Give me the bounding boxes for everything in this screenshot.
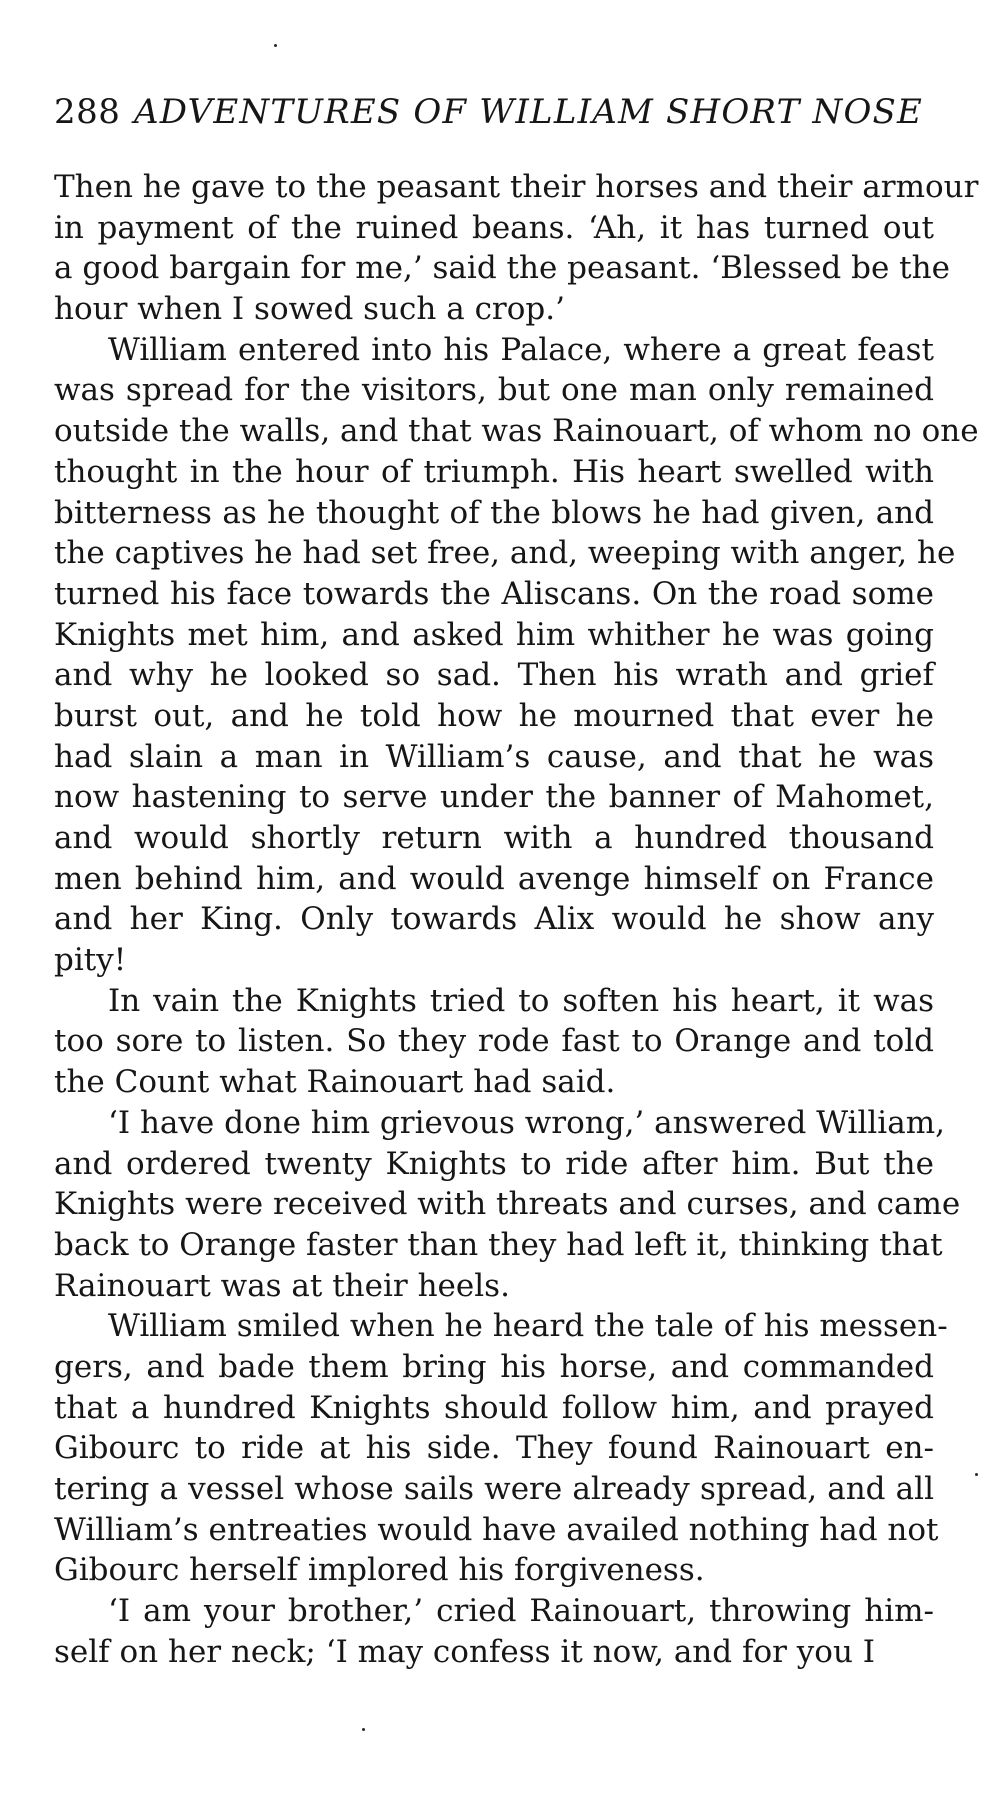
page-number: 288	[54, 92, 121, 132]
text-line: and ordered twenty Knights to ride after him. But the	[54, 1145, 934, 1182]
text-line: turned his face towards the Aliscans. On the road some	[54, 575, 934, 612]
text-line: ‘I am your brother,’ cried Rainouart, throwing him-	[108, 1593, 934, 1630]
text-line: hour when I sowed such a crop.’	[54, 291, 565, 328]
text-line: pity!	[54, 942, 127, 979]
page-header	[54, 86, 934, 138]
text-line: William’s entreaties would have availed nothing had not	[54, 1511, 939, 1548]
text-line: Knights met him, and asked him whither he was going	[54, 616, 934, 653]
print-speck	[362, 1728, 365, 1731]
text-line: and her King. Only towards Alix would he show any	[54, 901, 934, 938]
text-line: and would shortly return with a hundred thousand	[54, 820, 934, 856]
text-line: Rainouart was at their heels.	[54, 1267, 510, 1304]
text-line: men behind him, and would avenge himself on France	[54, 860, 934, 897]
text-line: outside the walls, and that was Rainouart, of whom no one	[54, 413, 979, 450]
text-line: the Count what Rainouart had said.	[54, 1064, 616, 1101]
text-line: In vain the Knights tried to soften his heart, it was	[108, 982, 934, 1019]
print-speck	[274, 44, 277, 47]
text-line: Then he gave to the peasant their horses and their armour	[54, 169, 979, 205]
text-line: and why he looked so sad. Then his wrath and grief	[54, 657, 934, 694]
text-line: Gibourc herself implored his forgiveness.	[54, 1552, 705, 1589]
running-title: ADVENTURES OF WILLIAM SHORT NOSE	[134, 92, 924, 132]
text-line: bitterness as he thought of the blows he had given, and	[54, 494, 934, 531]
print-speck	[975, 1473, 978, 1476]
text-line: Gibourc to ride at his side. They found Rainouart en-	[54, 1430, 934, 1467]
text-line: back to Orange faster than they had left it, thinking that	[54, 1226, 943, 1263]
text-line: William smiled when he heard the tale of his messen-	[108, 1308, 948, 1345]
text-line: too sore to listen. So they rode fast to Orange and told	[54, 1023, 934, 1060]
text-line: had slain a man in William’s cause, and that he was	[54, 738, 934, 775]
paragraph	[54, 330, 979, 981]
paragraph	[54, 167, 979, 330]
text-line: in payment of the ruined beans. ‘Ah, it has turned out	[54, 209, 934, 246]
paragraph	[54, 1103, 961, 1306]
text-line: a good bargain for me,’ said the peasant. ‘Blessed be the	[54, 250, 950, 287]
text-line: was spread for the visitors, but one man only remained	[54, 372, 934, 409]
text-line: that a hundred Knights should follow him, and prayed	[54, 1389, 934, 1426]
paragraph	[54, 1306, 948, 1591]
text-line: self on her neck; ‘I may confess it now, and for you I	[54, 1633, 876, 1670]
text-line: William entered into his Palace, where a great feast	[108, 331, 934, 368]
text-line: gers, and bade them bring his horse, and commanded	[54, 1348, 934, 1385]
text-line: Knights were received with threats and curses, and came	[54, 1186, 961, 1223]
text-line: burst out, and he told how he mourned that ever he	[54, 697, 934, 734]
text-line: now hastening to serve under the banner of Mahomet,	[54, 779, 934, 816]
text-line: tering a vessel whose sails were already spread, and all	[54, 1471, 934, 1507]
body-text	[54, 167, 979, 1672]
text-line: thought in the hour of triumph. His heart swelled with	[54, 453, 934, 490]
text-line: the captives he had set free, and, weeping with anger, he	[54, 535, 956, 572]
text-line: ‘I have done him grievous wrong,’ answered William,	[108, 1104, 945, 1141]
paragraph	[54, 1591, 934, 1672]
paragraph	[54, 981, 934, 1103]
